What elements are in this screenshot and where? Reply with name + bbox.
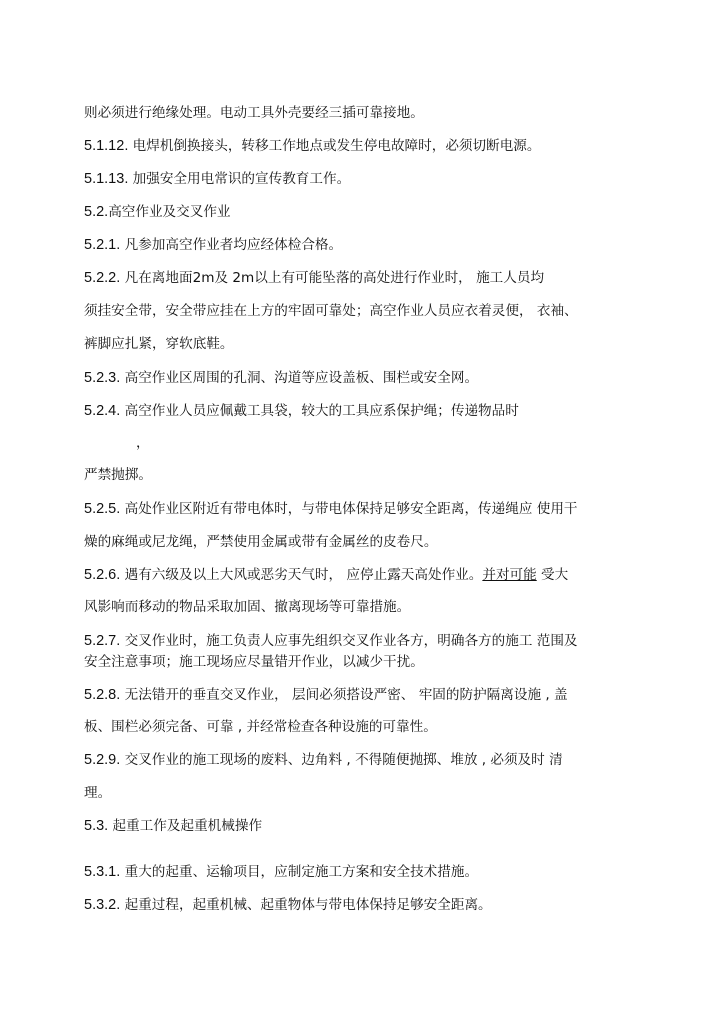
clause-5-2-4 [84,402,664,420]
text-line [84,104,664,122]
section-title: 高空作业及交叉作业 [108,204,231,220]
clause-text: 高处作业区附近有带电体时，与带电体保持足够安全距离，传递绳应 使用干 [120,501,578,517]
clause-number: 5.2.3. [84,370,121,386]
clause-5-3-1 [84,863,664,881]
clause-text: 加强安全用电常识的宣传教育工作。 [128,171,351,187]
clause-text: 无法错开的垂直交叉作业， 层间必须搭设严密、 牢固的防护隔离设施 , 盖 [120,687,568,703]
body-text: 燥的麻绳或尼龙绳，严禁使用金属或带有金属丝的皮卷尺。 [84,534,438,550]
clause-text: 凡参加高空作业者均应经体检合格。 [120,237,343,253]
text-line [84,533,664,551]
clause-5-2-9 [84,751,664,769]
clause-5-1-13 [84,170,664,188]
clause-5-2-7 [84,632,664,650]
clause-5-2-3 [84,369,664,387]
section-number: 5.2. [84,204,109,220]
clause-number: 5.2.9. [84,752,121,768]
clause-number: 5.3.1. [84,864,121,880]
clause-text: 起重过程，起重机械、起重物体与带电体保持足够安全距离。 [120,897,492,913]
clause-5-2-5 [84,500,664,518]
clause-text: 高空作业区周围的孔洞、沟道等应设盖板、围栏或安全网。 [120,370,479,386]
body-text: 严禁抛掷。 [84,467,152,483]
clause-number: 5.2.4. [84,403,121,419]
text-line [84,466,664,484]
clause-number: 5.2.5. [84,501,121,517]
clause-text: 交叉作业时，施工负责人应事先组织交叉作业各方，明确各方的施工 范围及 [120,633,578,649]
text-line [84,653,664,671]
clause-number: 5.2.7. [84,633,121,649]
body-text: 裤脚应扎紧，穿软底鞋。 [84,336,234,352]
section-heading-5-2 [84,203,664,221]
clause-number: 5.1.12. [84,138,129,154]
clause-text: 重大的起重、运输项目，应制定施工方案和安全技术措施。 [120,864,479,880]
body-text: 风影响而移动的物品采取加固、撤离现场等可靠措施。 [84,599,411,615]
body-text: ， [136,435,150,451]
section-heading-5-3 [84,817,664,835]
body-text: 理。 [84,785,112,801]
clause-number: 5.2.6. [84,567,121,583]
body-text: 须挂安全带，安全带应挂在上方的牢固可靠处；高空作业人员应衣着灵便， 衣袖、 [84,303,578,319]
clause-number: 5.2.1. [84,237,121,253]
clause-text-tail: 受大 [536,567,569,583]
underlined-text: 并对可能 [482,567,537,583]
text-line [84,718,664,736]
text-line [84,335,664,353]
section-title: 起重工作及起重机械操作 [108,818,263,834]
clause-5-1-12 [84,137,664,155]
clause-text: 遇有六级及以上大风或恶劣天气时， 应停止露天高处作业。 [120,567,483,583]
clause-number: 5.1.13. [84,171,129,187]
section-number: 5.3. [84,818,109,834]
body-text: 则必须进行绝缘处理。电动工具外壳要经三插可靠接地。 [84,105,424,121]
clause-5-2-1 [84,236,664,254]
body-text: 安全注意事项；施工现场应尽量错开作业，以减少干扰。 [84,654,424,670]
clause-text: 交叉作业的施工现场的废料、边角料 , 不得随便抛掷、堆放 , 必须及时 清 [120,752,563,768]
clause-5-2-2 [84,269,664,287]
clause-number: 5.2.8. [84,687,121,703]
text-line [84,598,664,616]
clause-text: 电焊机倒换接头，转移工作地点或发生停电故障时，必须切断电源。 [128,138,541,154]
clause-5-2-8 [84,686,664,704]
clause-5-3-2 [84,896,664,914]
clause-text: 高空作业人员应佩戴工具袋，较大的工具应系保护绳；传递物品时 [120,403,519,419]
text-line [84,302,664,320]
clause-number: 5.3.2. [84,897,121,913]
clause-number: 5.2.2. [84,270,121,286]
text-line [84,784,664,802]
text-line [136,434,716,452]
clause-text: 凡在离地面2m及 2m以上有可能坠落的高处进行作业时， 施工人员均 [120,270,545,286]
clause-5-2-6 [84,566,664,584]
body-text: 板、围栏必须完备、可靠 , 并经常检查各种设施的可靠性。 [84,719,437,735]
